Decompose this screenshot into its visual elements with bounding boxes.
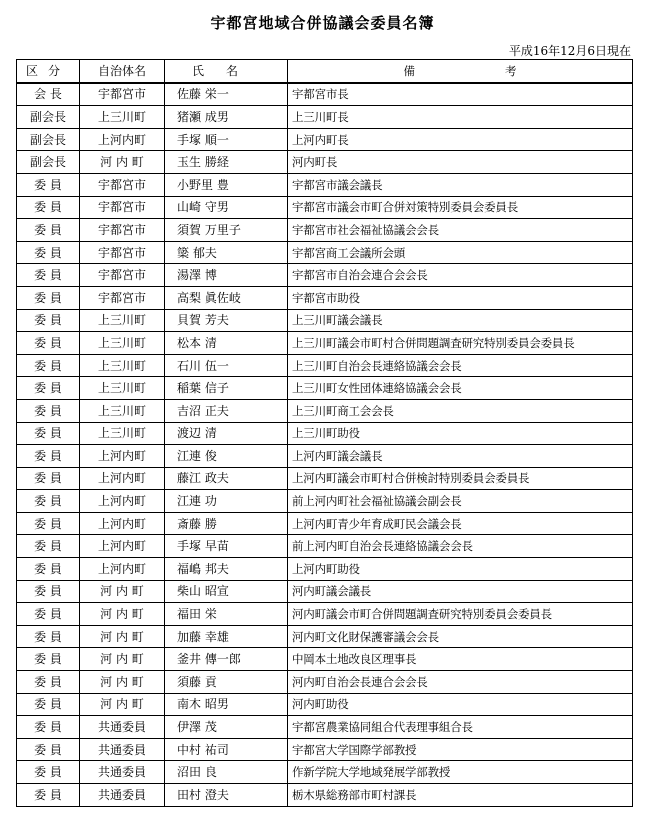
cell-municipality: 上三川町 <box>80 422 165 445</box>
cell-name: 石川 伍一 <box>165 354 288 377</box>
cell-municipality: 上河内町 <box>80 490 165 513</box>
cell-name: 斎藤 勝 <box>165 512 288 535</box>
cell-category: 委 員 <box>17 309 80 332</box>
table-row <box>17 106 633 129</box>
header-category-label: 区分 <box>25 63 70 78</box>
cell-name: 釜井 傳一郎 <box>165 648 288 671</box>
cell-municipality: 上河内町 <box>80 535 165 558</box>
table-row <box>17 128 633 151</box>
table-row <box>17 693 633 716</box>
cell-remarks: 河内町助役 <box>288 693 633 716</box>
cell-name: 須藤 貢 <box>165 671 288 694</box>
table-row <box>17 264 633 287</box>
cell-name: 渡辺 清 <box>165 422 288 445</box>
cell-municipality: 上三川町 <box>80 106 165 129</box>
header-name <box>165 60 288 83</box>
header-category <box>17 60 80 83</box>
table-row <box>17 151 633 174</box>
cell-municipality: 宇都宮市 <box>80 264 165 287</box>
table-row <box>17 83 633 106</box>
cell-municipality: 共通委員 <box>80 784 165 807</box>
cell-remarks: 河内町長 <box>288 151 633 174</box>
cell-category: 委 員 <box>17 445 80 468</box>
cell-remarks: 上河内町議会議長 <box>288 445 633 468</box>
header-row <box>17 60 633 83</box>
cell-category: 委 員 <box>17 354 80 377</box>
cell-municipality: 河 内 町 <box>80 580 165 603</box>
cell-municipality: 上三川町 <box>80 332 165 355</box>
table-row <box>17 512 633 535</box>
cell-category: 委 員 <box>17 512 80 535</box>
table-row <box>17 535 633 558</box>
cell-name: 玉生 勝経 <box>165 151 288 174</box>
cell-name: 柴山 昭宣 <box>165 580 288 603</box>
table-row <box>17 399 633 422</box>
cell-category: 委 員 <box>17 671 80 694</box>
cell-category: 委 員 <box>17 625 80 648</box>
cell-municipality: 上三川町 <box>80 309 165 332</box>
cell-remarks: 河内町議会市町合併問題調査研究特別委員会委員長 <box>288 603 633 626</box>
cell-category: 委 員 <box>17 399 80 422</box>
cell-name: 山崎 守男 <box>165 196 288 219</box>
cell-municipality: 宇都宮市 <box>80 241 165 264</box>
table-row <box>17 490 633 513</box>
cell-municipality: 河 内 町 <box>80 603 165 626</box>
cell-remarks: 河内町自治会長連合会会長 <box>288 671 633 694</box>
cell-remarks: 上河内町議会市町村合併検討特別委員会委員長 <box>288 467 633 490</box>
cell-category: 副会長 <box>17 106 80 129</box>
table-row <box>17 422 633 445</box>
cell-remarks: 前上河内町自治会長連絡協議会会長 <box>288 535 633 558</box>
cell-category: 委 員 <box>17 535 80 558</box>
cell-category: 委 員 <box>17 603 80 626</box>
cell-remarks: 作新学院大学地域発展学部教授 <box>288 761 633 784</box>
header-municipality <box>80 60 165 83</box>
cell-name: 南木 昭男 <box>165 693 288 716</box>
cell-category: 委 員 <box>17 648 80 671</box>
cell-name: 須賀 万里子 <box>165 219 288 242</box>
cell-municipality: 河 内 町 <box>80 671 165 694</box>
table-row <box>17 332 633 355</box>
cell-name: 貝賀 芳夫 <box>165 309 288 332</box>
cell-municipality: 上河内町 <box>80 558 165 581</box>
cell-name: 高梨 眞佐岐 <box>165 286 288 309</box>
table-row <box>17 625 633 648</box>
cell-category: 委 員 <box>17 264 80 287</box>
cell-remarks: 河内町文化財保護審議会会長 <box>288 625 633 648</box>
table-row <box>17 648 633 671</box>
as-of-date: 平成16年12月6日現在 <box>508 44 631 58</box>
cell-remarks: 上三川町長 <box>288 106 633 129</box>
cell-category: 委 員 <box>17 332 80 355</box>
table-row <box>17 219 633 242</box>
cell-category: 委 員 <box>17 490 80 513</box>
table-row <box>17 580 633 603</box>
table-row <box>17 558 633 581</box>
cell-name: 加藤 幸雄 <box>165 625 288 648</box>
cell-category: 委 員 <box>17 580 80 603</box>
table-row <box>17 354 633 377</box>
cell-remarks: 宇都宮市自治会連合会会長 <box>288 264 633 287</box>
cell-category: 委 員 <box>17 784 80 807</box>
table-row <box>17 784 633 807</box>
table-row <box>17 671 633 694</box>
cell-category: 副会長 <box>17 128 80 151</box>
header-name-label: 氏名 <box>191 63 260 78</box>
member-roster-table <box>16 59 633 807</box>
cell-name: 松本 清 <box>165 332 288 355</box>
cell-category: 委 員 <box>17 693 80 716</box>
table-row <box>17 445 633 468</box>
cell-name: 沼田 良 <box>165 761 288 784</box>
cell-remarks: 宇都宮市議会市町合併対策特別委員会委員長 <box>288 196 633 219</box>
cell-name: 伊澤 茂 <box>165 716 288 739</box>
cell-municipality: 上三川町 <box>80 377 165 400</box>
cell-remarks: 河内町議会議長 <box>288 580 633 603</box>
cell-category: 委 員 <box>17 196 80 219</box>
table-row <box>17 241 633 264</box>
cell-name: 江連 俊 <box>165 445 288 468</box>
cell-name: 佐藤 栄一 <box>165 83 288 106</box>
table-row <box>17 196 633 219</box>
cell-name: 福田 栄 <box>165 603 288 626</box>
cell-remarks: 上三川町女性団体連絡協議会会長 <box>288 377 633 400</box>
cell-category: 委 員 <box>17 761 80 784</box>
cell-name: 猪瀬 成男 <box>165 106 288 129</box>
cell-municipality: 上三川町 <box>80 354 165 377</box>
cell-name: 湯澤 博 <box>165 264 288 287</box>
cell-category: 委 員 <box>17 173 80 196</box>
header-remarks <box>288 60 633 83</box>
cell-municipality: 河 内 町 <box>80 151 165 174</box>
table-row <box>17 603 633 626</box>
header-municipality-label: 自治体名 <box>97 63 146 78</box>
cell-municipality: 宇都宮市 <box>80 286 165 309</box>
cell-remarks: 上河内町青少年育成町民会議会長 <box>288 512 633 535</box>
cell-remarks: 栃木県総務部市町村課長 <box>288 784 633 807</box>
cell-remarks: 宇都宮市社会福祉協議会会長 <box>288 219 633 242</box>
cell-name: 田村 澄夫 <box>165 784 288 807</box>
cell-remarks: 上三川町商工会会長 <box>288 399 633 422</box>
table-row <box>17 716 633 739</box>
table-header <box>17 60 633 83</box>
cell-remarks: 宇都宮農業協同組合代表理事組合長 <box>288 716 633 739</box>
cell-category: 委 員 <box>17 558 80 581</box>
cell-remarks: 宇都宮商工会議所会頭 <box>288 241 633 264</box>
cell-category: 会 長 <box>17 83 80 106</box>
cell-category: 委 員 <box>17 716 80 739</box>
table-row <box>17 173 633 196</box>
cell-name: 簗 郁夫 <box>165 241 288 264</box>
cell-municipality: 宇都宮市 <box>80 196 165 219</box>
cell-remarks: 前上河内町社会福祉協議会副会長 <box>288 490 633 513</box>
table-row <box>17 761 633 784</box>
cell-remarks: 中岡本土地改良区理事長 <box>288 648 633 671</box>
cell-municipality: 宇都宮市 <box>80 219 165 242</box>
cell-name: 小野里 豊 <box>165 173 288 196</box>
cell-category: 委 員 <box>17 467 80 490</box>
cell-municipality: 共通委員 <box>80 738 165 761</box>
cell-municipality: 上河内町 <box>80 445 165 468</box>
header-remarks-label: 備考 <box>403 63 607 78</box>
cell-municipality: 宇都宮市 <box>80 83 165 106</box>
table-row <box>17 286 633 309</box>
cell-remarks: 上三川町助役 <box>288 422 633 445</box>
cell-remarks: 宇都宮市助役 <box>288 286 633 309</box>
table-row <box>17 467 633 490</box>
cell-municipality: 上三川町 <box>80 399 165 422</box>
table-row <box>17 738 633 761</box>
cell-category: 委 員 <box>17 241 80 264</box>
cell-category: 委 員 <box>17 377 80 400</box>
cell-category: 副会長 <box>17 151 80 174</box>
cell-municipality: 河 内 町 <box>80 648 165 671</box>
cell-name: 中村 祐司 <box>165 738 288 761</box>
cell-name: 手塚 順一 <box>165 128 288 151</box>
table-row <box>17 309 633 332</box>
cell-category: 委 員 <box>17 738 80 761</box>
cell-municipality: 共通委員 <box>80 761 165 784</box>
cell-municipality: 上河内町 <box>80 512 165 535</box>
cell-category: 委 員 <box>17 422 80 445</box>
cell-municipality: 河 内 町 <box>80 693 165 716</box>
table-row <box>17 377 633 400</box>
cell-name: 稲葉 信子 <box>165 377 288 400</box>
cell-name: 福嶋 邦夫 <box>165 558 288 581</box>
cell-remarks: 宇都宮大学国際学部教授 <box>288 738 633 761</box>
cell-remarks: 宇都宮市長 <box>288 83 633 106</box>
cell-municipality: 上河内町 <box>80 467 165 490</box>
cell-remarks: 上三川町議会議長 <box>288 309 633 332</box>
cell-name: 江連 功 <box>165 490 288 513</box>
cell-name: 吉沼 正夫 <box>165 399 288 422</box>
cell-municipality: 河 内 町 <box>80 625 165 648</box>
document-title: 宇都宮地域合併協議会委員名簿 <box>210 14 435 32</box>
cell-remarks: 上河内町長 <box>288 128 633 151</box>
cell-municipality: 上河内町 <box>80 128 165 151</box>
cell-remarks: 上三川町自治会長連絡協議会会長 <box>288 354 633 377</box>
cell-municipality: 宇都宮市 <box>80 173 165 196</box>
table-body <box>17 83 633 807</box>
cell-category: 委 員 <box>17 286 80 309</box>
cell-remarks: 宇都宮市議会議長 <box>288 173 633 196</box>
cell-remarks: 上三川町議会市町村合併問題調査研究特別委員会委員長 <box>288 332 633 355</box>
cell-name: 手塚 早苗 <box>165 535 288 558</box>
cell-name: 藤江 政夫 <box>165 467 288 490</box>
cell-remarks: 上河内町助役 <box>288 558 633 581</box>
cell-municipality: 共通委員 <box>80 716 165 739</box>
cell-category: 委 員 <box>17 219 80 242</box>
